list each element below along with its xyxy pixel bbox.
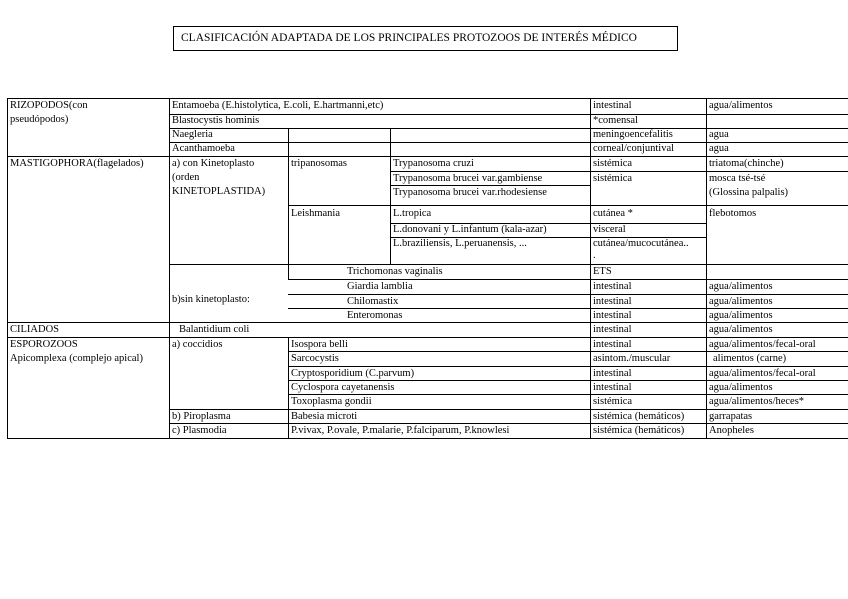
transmission-cell: agua	[709, 143, 729, 154]
genus-leishmania: Leishmania	[291, 208, 340, 219]
subgroup-kinetoplasto: a) con Kinetoplasto	[172, 158, 255, 169]
genus-tripanosomas: tripanosomas	[291, 158, 347, 169]
rule	[706, 98, 707, 439]
rule	[169, 409, 848, 410]
transmission-cell: agua/alimentos	[709, 310, 773, 321]
site-cell: *comensal	[593, 115, 638, 126]
group-rizopodos-sub: pseudópodos)	[10, 114, 69, 125]
species-sarcocystis: Sarcocystis	[291, 353, 339, 364]
rule	[288, 337, 289, 439]
rule	[288, 205, 848, 206]
site-cell: intestinal	[593, 281, 632, 292]
transmission-cell: garrapatas	[709, 411, 753, 422]
rule	[7, 337, 848, 338]
subgroup-plasmodia: c) Plasmodia	[172, 425, 227, 436]
rule	[288, 279, 848, 280]
species-cyclospora: Cyclospora cayetanensis	[291, 382, 395, 393]
rule	[288, 128, 289, 157]
subgroup-kinetoplasto: (orden	[172, 172, 200, 183]
transmission-cell: agua/alimentos	[709, 281, 773, 292]
rule	[7, 322, 848, 323]
site-cell: sistémica (hemáticos)	[593, 425, 685, 436]
site-cell: intestinal	[593, 324, 632, 335]
transmission-cell: mosca tsé-tsé	[709, 173, 766, 184]
species-trichomonas: Trichomonas vaginalis	[347, 266, 443, 277]
transmission-cell: alimentos (carne)	[713, 353, 787, 364]
species-donovani: L.donovani y L.infantum (kala-azar)	[393, 224, 547, 235]
document-title: CLASIFICACIÓN ADAPTADA DE LOS PRINCIPALES PROTOZOOS DE INTERÉS MÉDICO	[173, 26, 678, 51]
transmission-cell: agua/alimentos	[709, 296, 773, 307]
transmission-cell: Anopheles	[709, 425, 754, 436]
rule	[7, 98, 848, 99]
site-cell: .	[593, 250, 596, 261]
transmission-cell: agua/alimentos/heces*	[709, 396, 805, 407]
subgroup-coccidios: a) coccidios	[172, 339, 223, 350]
site-cell: intestinal	[593, 100, 632, 111]
rule	[7, 438, 848, 439]
group-ciliados: CILIADOS	[10, 324, 59, 335]
rule	[288, 366, 848, 367]
site-cell: intestinal	[593, 310, 632, 321]
site-cell: sistémica (hemáticos)	[593, 411, 685, 422]
species-enteromonas: Enteromonas	[347, 310, 403, 321]
group-mastigophora: MASTIGOPHORA(flagelados)	[10, 158, 144, 169]
rule	[169, 98, 170, 439]
rule	[288, 394, 848, 395]
group-esporozoos-sub: Apicomplexa (complejo apical)	[10, 353, 143, 364]
rule	[169, 142, 848, 143]
species-rhodesiense: Trypanosoma brucei var.rhodesiense	[393, 187, 547, 198]
species-plasmodium: P.vivax, P.ovale, P.malarie, P.falciparum, P.knowlesi	[291, 425, 510, 436]
rule	[390, 171, 848, 172]
species-naegleria: Naegleria	[172, 129, 213, 140]
species-babesia: Babesia microti	[291, 411, 358, 422]
site-cell: intestinal	[593, 368, 632, 379]
rule	[390, 185, 590, 186]
subgroup-piroplasma: b) Piroplasma	[172, 411, 231, 422]
subgroup-kinetoplasto: KINETOPLASTIDA)	[172, 186, 266, 197]
rule	[169, 264, 848, 265]
site-cell: sistémica	[593, 173, 633, 184]
site-cell: cutánea/mucocutánea..	[593, 238, 689, 249]
rule	[169, 128, 848, 129]
rule	[7, 156, 848, 157]
site-cell: intestinal	[593, 296, 632, 307]
site-cell: corneal/conjuntival	[593, 143, 675, 154]
transmission-cell: agua	[709, 129, 729, 140]
rule	[390, 156, 391, 265]
species-cryptosporidium: Cryptosporidium (C.parvum)	[291, 368, 415, 379]
transmission-cell: triatoma(chinche)	[709, 158, 784, 169]
site-cell: meningoencefalitis	[593, 129, 673, 140]
group-rizopodos: RIZOPODOS(con	[10, 100, 88, 111]
rule	[288, 351, 848, 352]
species-acanthamoeba: Acanthamoeba	[172, 143, 235, 154]
transmission-cell: (Glossina palpalis)	[709, 187, 789, 198]
rule	[169, 114, 848, 115]
rule	[590, 98, 591, 439]
site-cell: cutánea *	[593, 208, 633, 219]
species-entamoeba: Entamoeba (E.histolytica, E.coli, E.hartmanni,etc)	[172, 100, 384, 111]
transmission-cell: agua/alimentos	[709, 324, 773, 335]
transmission-cell: agua/alimentos	[709, 382, 773, 393]
transmission-cell: agua/alimentos/fecal-oral	[709, 339, 816, 350]
site-cell: sistémica	[593, 158, 633, 169]
rule	[288, 380, 848, 381]
species-blastocystis: Blastocystis hominis	[172, 115, 260, 126]
site-cell: visceral	[593, 224, 626, 235]
rule	[7, 98, 8, 439]
transmission-cell: flebotomos	[709, 208, 757, 219]
rule	[288, 156, 289, 279]
site-cell: intestinal	[593, 339, 632, 350]
rule	[288, 294, 848, 295]
species-balantidium: Balantidium coli	[179, 324, 250, 335]
species-braziliensis: L.braziliensis, L.peruanensis, ...	[393, 238, 527, 249]
transmission-cell: agua/alimentos/fecal-oral	[709, 368, 816, 379]
site-cell: sistémica	[593, 396, 633, 407]
species-chilomastix: Chilomastix	[347, 296, 399, 307]
subgroup-sin-kinetoplasto: b)sin kinetoplasto:	[172, 294, 250, 305]
species-isospora: Isospora belli	[291, 339, 348, 350]
group-esporozoos: ESPOROZOOS	[10, 339, 78, 350]
species-cruzi: Trypanosoma cruzi	[393, 158, 474, 169]
transmission-cell: agua/alimentos	[709, 100, 773, 111]
site-cell: intestinal	[593, 382, 632, 393]
species-toxoplasma: Toxoplasma gondii	[291, 396, 372, 407]
rule	[390, 128, 391, 157]
species-gambiense: Trypanosoma brucei var.gambiense	[393, 173, 543, 184]
species-tropica: L.tropica	[393, 208, 432, 219]
rule	[169, 423, 848, 424]
rule	[288, 308, 848, 309]
site-cell: ETS	[593, 266, 612, 277]
species-giardia: Giardia lamblia	[347, 281, 413, 292]
site-cell: asintom./muscular	[593, 353, 671, 364]
